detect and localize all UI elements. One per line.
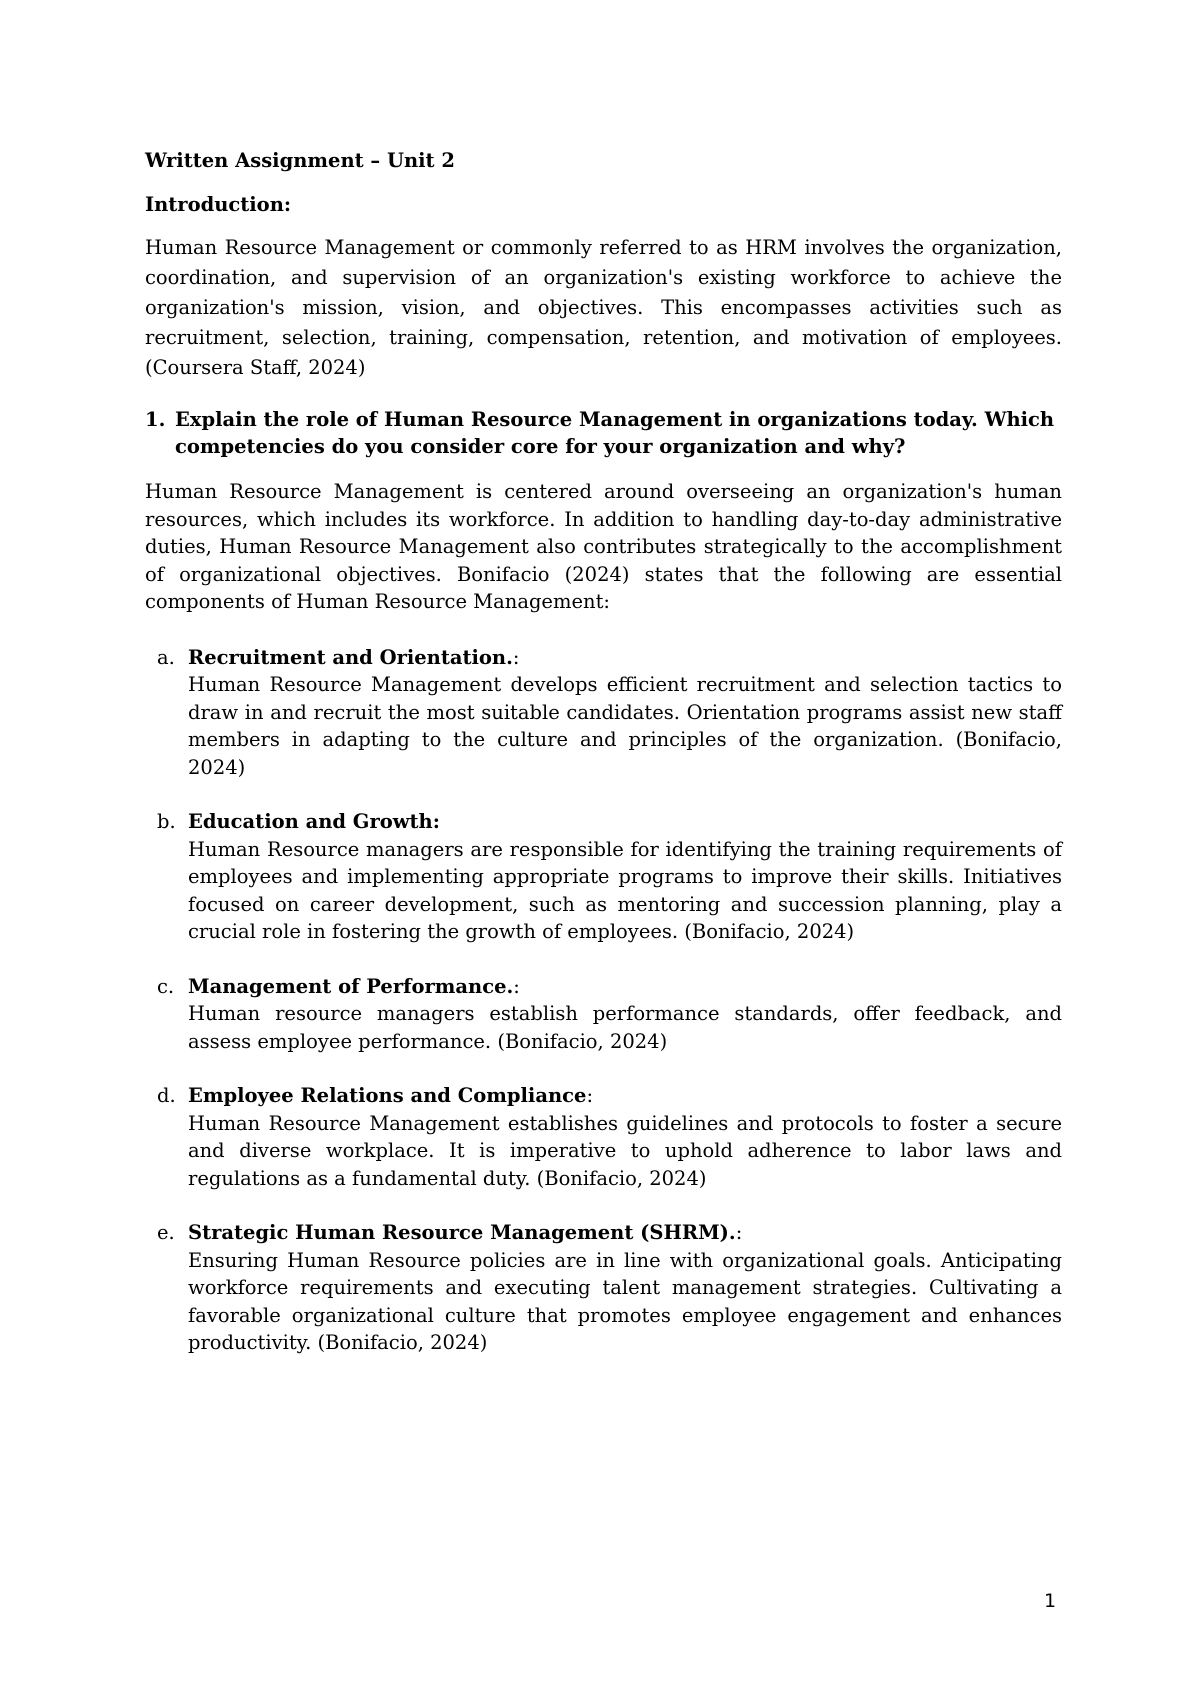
list-item-title-bold: Employee Relations and Compliance [188,1084,587,1107]
question-number: 1. [145,408,166,431]
list-item-title-suffix: : [735,1221,743,1244]
list-item-body: Human resource managers establish performance standards, offer feedback, and assess employee performance. (Bonifacio, 2024) [188,1002,1062,1053]
list-item-title [188,973,1062,1001]
list-marker: c. [157,974,175,998]
list-item [145,1219,1062,1357]
list-item-title-suffix: : [512,645,520,669]
list-item [145,1082,1062,1192]
page-content [145,147,1062,1384]
question-text: Explain the role of Human Resource Management in organizations today. Which competencies do you consider core for your organization and why? [175,408,1055,458]
list-item-title-bold: Recruitment and Orientation. [188,645,513,669]
list-item-body: Human Resource managers are responsible for identifying the training requirements of employees and implementing appropriate programs to improve their skills. Initiatives focused on career development, such as mentoring and succession planning, play a crucial role in fostering the growth of employees. (Bonifacio, 2024) [188,837,1062,943]
list-item-body: Human Resource Management develops efficient recruitment and selection tactics to draw in and recruit the most suitable candidates. Orientation programs assist new staff members in adapting to the culture and principles of the organization. (Bonifacio, 2024) [188,673,1062,779]
list-marker: a. [157,645,175,669]
list-item-title [188,808,1062,836]
page-number: 1 [1044,1590,1057,1612]
list-item [145,808,1062,946]
list-item-body: Ensuring Human Resource policies are in line with organizational goals. Anticipating workforce requirements and executing talent management strategies. Cultivating a favorable organizational culture that promotes employee engagement and enhances productivity. (Bonifacio, 2024) [188,1248,1062,1354]
list-item-title-bold: Education and Growth: [188,810,440,833]
answer-paragraph: Human Resource Management is centered around overseeing an organization's human resources, which includes its workforce. In addition to handling day-to-day administrative duties, Human Resource Management also contributes strategically to the accomplishment of organizational objectives. Bonifacio (2024) states that the following are essential components of Human Resource Management: [145,480,1062,613]
list-item [145,644,1062,782]
list-item-title-suffix: : [513,974,520,998]
list-marker: d. [157,1084,176,1107]
question-1 [145,406,1062,460]
list-item-title [188,1219,1062,1247]
list-item-body: Human Resource Management establishes guidelines and protocols to foster a secure and diverse workplace. It is imperative to uphold adherence to labor laws and regulations as a fundamental duty. (Bonifacio, 2024) [188,1111,1062,1190]
introduction-heading: Introduction: [145,193,292,216]
list-item [145,973,1062,1056]
list-item-title-bold: Strategic Human Resource Management (SHRM). [188,1221,736,1244]
list-item-title-bold: Management of Performance. [188,974,514,998]
list-item-title [188,644,1062,672]
list-item-title-suffix: : [586,1084,594,1107]
list-item-title [188,1082,1062,1110]
introduction-paragraph: Human Resource Management or commonly referred to as HRM involves the organization, coordination, and supervision of an organization's existing workforce to achieve the organization's mission, vision, and objectives. This encompasses activities such as recruitment, selection, training, compensation, retention, and motivation of employees. (Coursera Staff, 2024) [145,236,1062,379]
document-title: Written Assignment – Unit 2 [145,149,455,172]
list-marker: e. [157,1221,175,1244]
list-marker: b. [157,810,176,833]
components-list [145,644,1062,1357]
